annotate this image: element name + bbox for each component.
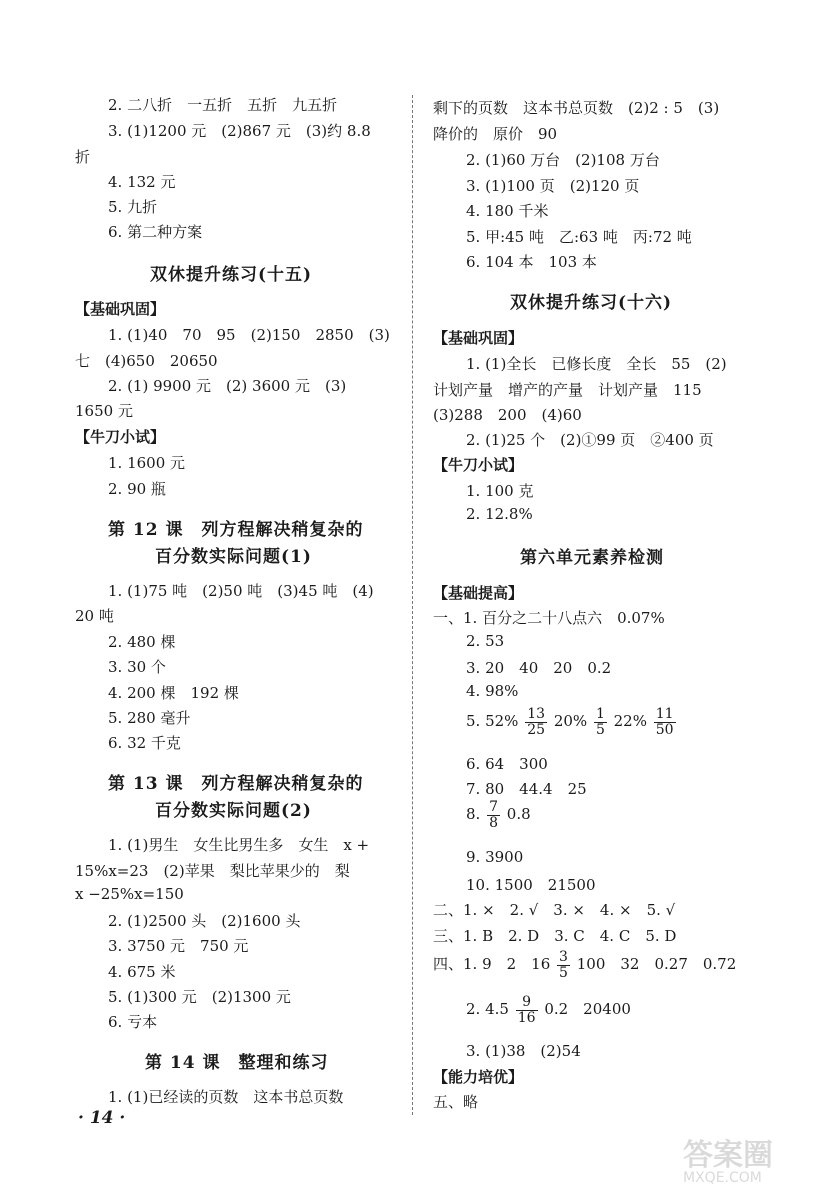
answer-line: 二、1. × 2. √ 3. × 4. × 5. √	[433, 901, 676, 919]
answer-line: 剩下的页数 这本书总页数 (2)2 : 5 (3)	[433, 99, 720, 117]
fraction-numerator: 13	[527, 706, 546, 722]
answer-line: 计划产量 增产的产量 计划产量 115	[433, 381, 702, 399]
fraction-numerator: 3	[559, 949, 568, 965]
subsection-label: 【能力培优】	[433, 1068, 524, 1086]
answer-line: 2. (1)2500 头 (2)1600 头	[108, 912, 301, 930]
fraction-denominator: 5	[595, 721, 605, 738]
answer-line: 2. (1)60 万台 (2)108 万台	[466, 151, 660, 169]
watermark-logo: 答案圈	[683, 1138, 773, 1173]
answer-line: 4. 132 元	[108, 173, 176, 191]
answer-line: 2. (1) 9900 元 (2) 3600 元 (3)	[108, 377, 347, 395]
answer-line: 降价的 原价 90	[433, 125, 558, 143]
fraction-denominator: 5	[559, 964, 568, 981]
section-title: 第六单元素养检测	[520, 548, 664, 568]
answer-line: 3. 30 个	[108, 658, 166, 676]
answer-line: 1. (1)40 70 95 (2)150 2850 (3)	[108, 326, 390, 344]
answer-text: 2. 4.5	[466, 1000, 509, 1019]
answer-line: 6. 亏本	[108, 1013, 158, 1031]
answer-text: 0.8	[506, 805, 531, 824]
answer-line: 9. 3900	[466, 848, 524, 866]
answer-line: 七 (4)650 20650	[75, 352, 218, 370]
watermark	[683, 1130, 808, 1190]
fraction-denominator: 8	[489, 814, 499, 831]
answer-line: 1. (1)75 吨 (2)50 吨 (3)45 吨 (4)	[108, 582, 374, 600]
lesson-subtitle: 百分数实际问题(2)	[155, 801, 312, 821]
subsection-label: 【基础巩固】	[75, 300, 166, 318]
answer-line: 1. (1)全长 已修长度 全长 55 (2)	[466, 355, 727, 373]
answer-line: 2. 53	[466, 632, 505, 650]
answer-line: 3. (1)100 页 (2)120 页	[466, 177, 640, 195]
answer-line: (3)288 200 (4)60	[433, 406, 582, 424]
answer-text: 四、1. 9 2 16	[433, 955, 551, 974]
answer-line: 7. 80 44.4 25	[466, 780, 587, 798]
answer-line: 3. 3750 元 750 元	[108, 937, 249, 955]
subsection-label: 【牛刀小试】	[433, 456, 524, 474]
answer-line: 6. 第二种方案	[108, 223, 203, 241]
answer-line: 1. 1600 元	[108, 454, 186, 472]
answer-line: 4. 180 千米	[466, 202, 549, 220]
section-title: 双休提升练习(十六)	[510, 293, 673, 313]
answer-text: 0.2 20400	[544, 1000, 631, 1019]
answer-line: 5. 280 毫升	[108, 709, 191, 727]
answer-line-fractions	[433, 950, 736, 980]
answer-line: 2. 90 瓶	[108, 480, 166, 498]
answer-line: 20 吨	[75, 607, 114, 625]
section-title: 双休提升练习(十五)	[150, 265, 313, 285]
answer-line: 6. 32 千克	[108, 734, 181, 752]
answer-line: 3. (1)38 (2)54	[466, 1042, 581, 1060]
answer-line: 一、1. 百分之二十八点六 0.07%	[433, 609, 665, 627]
answer-line: 1650 元	[75, 402, 133, 420]
fraction	[516, 995, 538, 1025]
subsection-label: 【牛刀小试】	[75, 428, 166, 446]
subsection-label: 【基础提高】	[433, 584, 524, 602]
fraction-numerator: 7	[489, 799, 499, 815]
answer-line: 1. (1)已经读的页数 这本书总页数	[108, 1088, 344, 1106]
answer-line: 2. 480 棵	[108, 633, 176, 651]
fraction	[654, 707, 676, 737]
answer-line: 三、1. B 2. D 3. C 4. C 5. D	[433, 927, 677, 945]
lesson-title: 第 12 课 列方程解决稍复杂的	[108, 520, 364, 540]
answer-text: 22%	[613, 712, 647, 731]
answer-line: 5. 甲:45 吨 乙:63 吨 丙:72 吨	[466, 228, 692, 246]
answer-line: 2. 12.8%	[466, 505, 533, 523]
fraction	[557, 950, 570, 980]
answer-line: 五、略	[433, 1093, 479, 1111]
answer-line-fractions	[466, 707, 678, 737]
answer-line: 6. 104 本 103 本	[466, 253, 597, 271]
fraction-denominator: 25	[527, 721, 546, 738]
answer-line: 4. 675 米	[108, 963, 176, 981]
answer-text: 8.	[466, 805, 481, 824]
answer-line: 折	[75, 148, 91, 166]
fraction	[594, 707, 607, 737]
answer-text: 100 32 0.27 0.72	[576, 955, 737, 974]
watermark-url: MXQE.COM	[683, 1170, 762, 1186]
fraction-numerator: 11	[655, 706, 674, 722]
answer-line: 4. 98%	[466, 682, 519, 700]
answer-line: 15%x=23 (2)苹果 梨比苹果少的 梨	[75, 862, 350, 880]
fraction-denominator: 50	[655, 721, 674, 738]
subsection-label: 【基础巩固】	[433, 329, 524, 347]
answer-line: 10. 1500 21500	[466, 876, 596, 894]
fraction	[525, 707, 547, 737]
answer-line: 2. 二八折 一五折 五折 九五折	[108, 96, 338, 114]
answer-line: 3. (1)1200 元 (2)867 元 (3)约 8.8	[108, 122, 371, 140]
answer-line: 3. 20 40 20 0.2	[466, 659, 612, 677]
answer-text: 5. 52%	[466, 712, 519, 731]
fraction-numerator: 9	[516, 995, 538, 1011]
answer-line: 5. 九折	[108, 198, 158, 216]
answer-line: 5. (1)300 元 (2)1300 元	[108, 988, 291, 1006]
answer-line: 4. 200 棵 192 棵	[108, 684, 239, 702]
answer-line-fractions	[466, 995, 631, 1025]
answer-line: 6. 64 300	[466, 755, 548, 773]
lesson-subtitle: 百分数实际问题(1)	[155, 547, 312, 567]
answer-text: 20%	[553, 712, 588, 731]
fraction	[487, 800, 500, 830]
answer-line-fractions	[466, 800, 531, 830]
answer-line: 2. (1)25 个 (2)①99 页 ②400 页	[466, 431, 714, 449]
fraction-numerator: 1	[595, 706, 605, 722]
page-number: · 14 ·	[78, 1108, 126, 1128]
answer-line: x −25%x=150	[75, 885, 184, 903]
lesson-title: 第 14 课 整理和练习	[145, 1053, 329, 1073]
answer-line: 1. 100 克	[466, 482, 534, 500]
answer-line: 1. (1)男生 女生比男生多 女生 x +	[108, 836, 370, 854]
lesson-title: 第 13 课 列方程解决稍复杂的	[108, 774, 364, 794]
fraction-denominator: 16	[517, 1009, 536, 1026]
